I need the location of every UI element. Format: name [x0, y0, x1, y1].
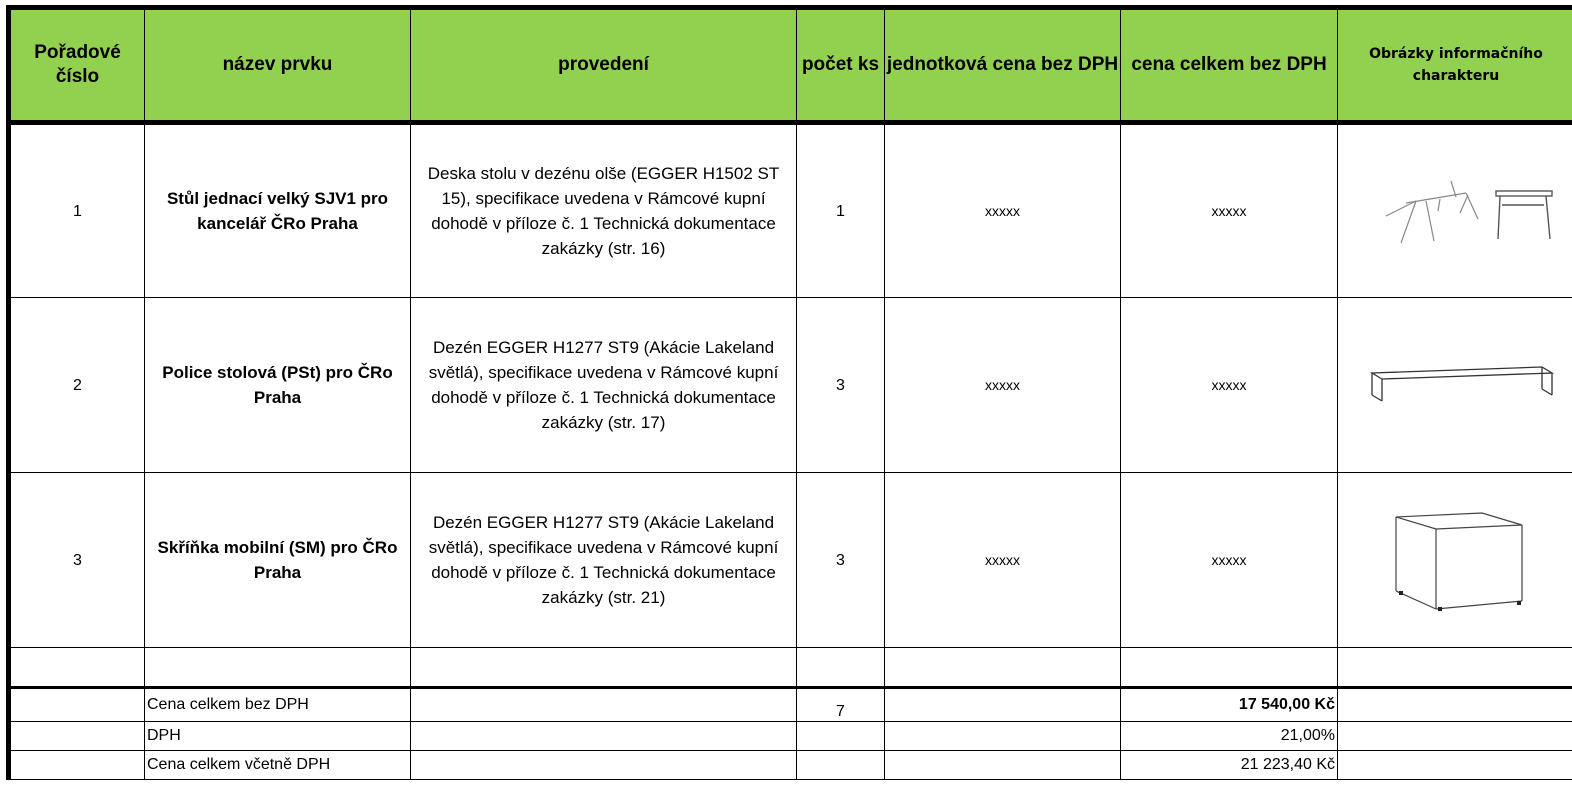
item-quantity: 3 — [797, 298, 885, 473]
item-name: Stůl jednací velký SJV1 pro kancelář ČRo Praha — [145, 123, 411, 298]
header-total-price: cena celkem bez DPH — [1121, 8, 1338, 123]
summary-quantity: 7 — [797, 688, 885, 722]
shelf-drawing-icon — [1356, 355, 1556, 415]
item-quantity: 3 — [797, 473, 885, 648]
header-execution: provedení — [411, 8, 797, 123]
row-number: 3 — [9, 473, 145, 648]
item-image-cell — [1338, 298, 1572, 473]
table-row — [9, 298, 1572, 473]
empty-row — [9, 648, 1572, 688]
table-drawing-icon — [1356, 171, 1556, 251]
item-unit-price: xxxxx — [885, 473, 1121, 648]
summary-row-vat — [9, 722, 1572, 751]
item-quantity: 1 — [797, 123, 885, 298]
table-row — [9, 473, 1572, 648]
table-row — [9, 123, 1572, 298]
item-unit-price: xxxxx — [885, 123, 1121, 298]
summary-label: Cena celkem bez DPH — [145, 688, 411, 722]
item-total: xxxxx — [1121, 298, 1338, 473]
item-name: Police stolová (PSt) pro ČRo Praha — [145, 298, 411, 473]
header-quantity: počet ks — [797, 8, 885, 123]
item-description: Dezén EGGER H1277 ST9 (Akácie Lakeland světlá), specifikace uvedena v Rámcové kupní dohodě v příloze č. 1 Technická dokumentace zakázky (str. 17) — [411, 298, 797, 473]
item-image-cell — [1338, 473, 1572, 648]
header-item-name: název prvku — [145, 8, 411, 123]
price-table-container — [6, 5, 1572, 780]
item-description: Dezén EGGER H1277 ST9 (Akácie Lakeland světlá), specifikace uvedena v Rámcové kupní dohodě v příloze č. 1 Technická dokumentace zakázky (str. 21) — [411, 473, 797, 648]
header-images: Obrázky informačního charakteru — [1338, 8, 1572, 123]
header-unit-price: jednotková cena bez DPH — [885, 8, 1121, 123]
row-number: 1 — [9, 123, 145, 298]
summary-value: 21,00% — [1121, 722, 1338, 751]
summary-label: Cena celkem včetně DPH — [145, 751, 411, 780]
summary-row-total-without-vat — [9, 688, 1572, 722]
summary-value: 17 540,00 Kč — [1121, 688, 1338, 722]
item-image-cell — [1338, 123, 1572, 298]
item-total: xxxxx — [1121, 123, 1338, 298]
item-total: xxxxx — [1121, 473, 1338, 648]
summary-row-total-with-vat — [9, 751, 1572, 780]
row-number: 2 — [9, 298, 145, 473]
header-order-number: Pořadové číslo — [9, 8, 145, 123]
item-unit-price: xxxxx — [885, 298, 1121, 473]
header-row — [9, 8, 1572, 123]
summary-value: 21 223,40 Kč — [1121, 751, 1338, 780]
cabinet-drawing-icon — [1386, 505, 1526, 615]
item-name: Skříňka mobilní (SM) pro ČRo Praha — [145, 473, 411, 648]
price-table — [6, 5, 1572, 780]
summary-label: DPH — [145, 722, 411, 751]
item-description: Deska stolu v dezénu olše (EGGER H1502 ST 15), specifikace uvedena v Rámcové kupní dohodě v příloze č. 1 Technická dokumentace zakázky (str. 16) — [411, 123, 797, 298]
